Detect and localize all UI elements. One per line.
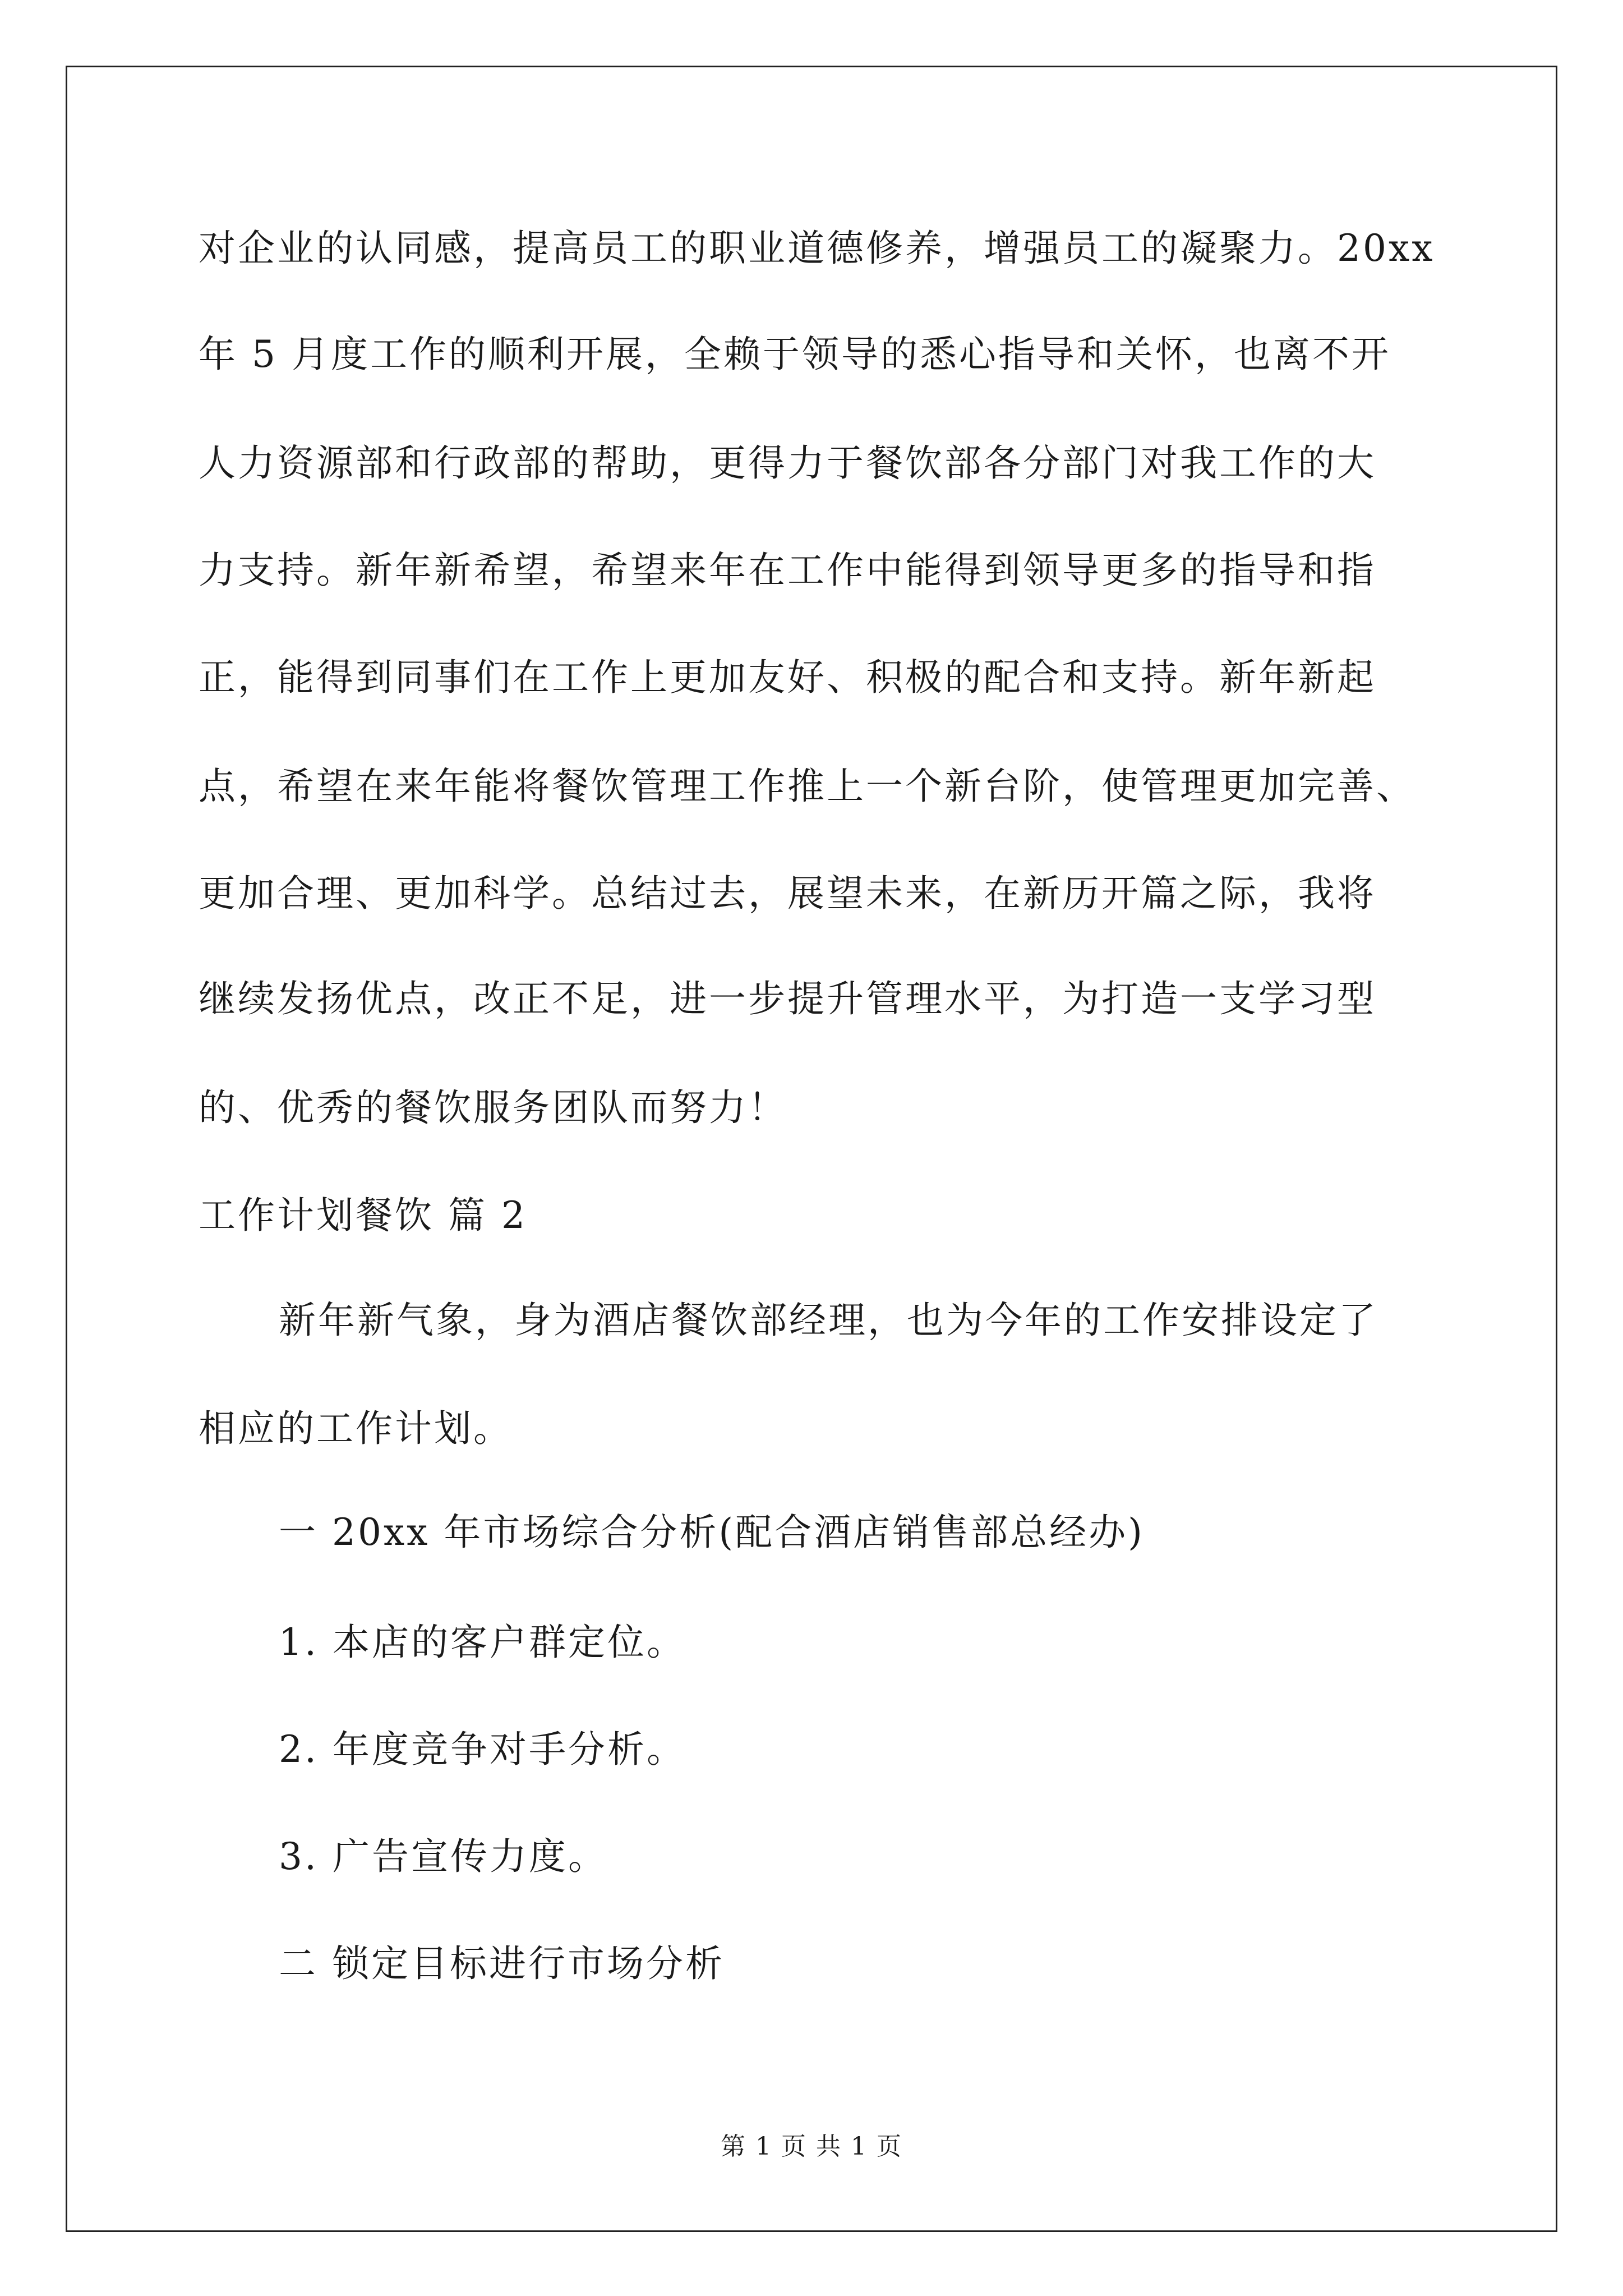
text-line: 更加合理、更加科学。总结过去，展望未来，在新历开篇之际，我将	[199, 872, 1376, 915]
text-line: 人力资源部和行政部的帮助，更得力于餐饮部各分部门对我工作的大	[199, 441, 1376, 485]
list-heading: 二 锁定目标进行市场分析	[279, 1942, 725, 1985]
list-item: 3. 广告宣传力度。	[279, 1835, 607, 1878]
list-item: 2. 年度竞争对手分析。	[279, 1728, 686, 1771]
page-border	[66, 66, 1557, 2232]
text-line: 新年新气象，身为酒店餐饮部经理，也为今年的工作安排设定了	[279, 1299, 1378, 1342]
text-line: 点，希望在来年能将餐饮管理工作推上一个新台阶，使管理更加完善、	[199, 765, 1415, 808]
text-line: 的、优秀的餐饮服务团队而努力！	[199, 1086, 787, 1129]
text-line: 对企业的认同感，提高员工的职业道德修养，增强员工的凝聚力。20xx	[199, 227, 1435, 270]
text-line: 年 5 月度工作的顺利开展，全赖于领导的悉心指导和关怀，也离不开	[199, 333, 1391, 376]
text-line: 力支持。新年新希望，希望来年在工作中能得到领导更多的指导和指	[199, 549, 1376, 592]
text-line: 继续发扬优点，改正不足，进一步提升管理水平，为打造一支学习型	[199, 977, 1376, 1020]
page-footer: 第 1 页 共 1 页	[721, 2132, 902, 2161]
text-line: 正，能得到同事们在工作上更加友好、积极的配合和支持。新年新起	[199, 656, 1376, 699]
list-item: 1. 本店的客户群定位。	[279, 1621, 686, 1664]
list-heading: 一 20xx 年市场综合分析(配合酒店销售部总经办)	[279, 1511, 1145, 1554]
section-title: 工作计划餐饮 篇 2	[199, 1194, 527, 1237]
text-line: 相应的工作计划。	[199, 1407, 513, 1450]
